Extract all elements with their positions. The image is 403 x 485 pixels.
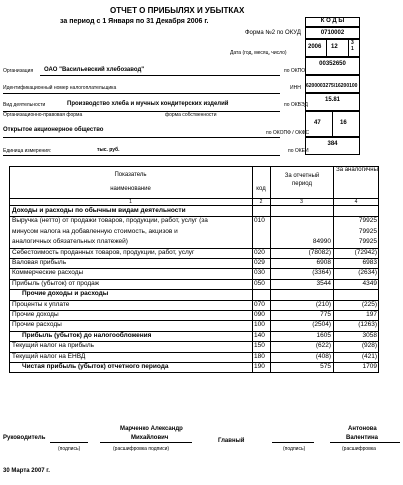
row-current-value: 84990 bbox=[312, 238, 331, 246]
row-current-value: 6908 bbox=[316, 259, 331, 266]
codes-header: К О Д Ы bbox=[320, 18, 345, 24]
row-code: 050 bbox=[254, 279, 265, 287]
row-current-value: 775 bbox=[320, 311, 331, 318]
row-current-value: (622) bbox=[315, 342, 331, 350]
row-prev-value: (928) bbox=[361, 342, 377, 350]
row-name: Прочие доходы bbox=[12, 311, 59, 318]
row-name: Себестоимость проданных товаров, продукции, работ, услуг bbox=[12, 248, 195, 256]
inn-abbr: ИНН bbox=[290, 85, 301, 91]
okud-label: Форма №2 по ОКУД bbox=[245, 30, 301, 36]
okved-value: 15.81 bbox=[324, 97, 340, 103]
row-current-value: 1605 bbox=[316, 331, 331, 339]
chief-decode-caption: (расшифровка bbox=[342, 446, 376, 452]
row-name: Чистая прибыль (убыток) отчетного периода bbox=[22, 363, 169, 370]
row-prev-value: 79925 bbox=[358, 227, 377, 235]
col-num-4: 4 bbox=[354, 199, 358, 205]
row-prev-value: (2634) bbox=[358, 269, 377, 277]
org-value: ОАО "Васильевский хлебозавод" bbox=[44, 67, 145, 73]
row-prev-value: 79925 bbox=[358, 217, 377, 225]
org-label: Организация bbox=[3, 68, 34, 74]
okud-value: 0710002 bbox=[320, 30, 345, 36]
date-month: 12 bbox=[331, 44, 338, 50]
activity-label: Вид деятельности bbox=[3, 102, 46, 108]
row-current-value: 575 bbox=[320, 363, 331, 370]
chief-sign-caption: (подпись) bbox=[283, 446, 306, 452]
okopf-label: по ОКОПФ / ОКФС bbox=[266, 130, 310, 136]
date-year: 2006 bbox=[308, 44, 322, 50]
row-code: 090 bbox=[254, 311, 265, 318]
row-current-value: (210) bbox=[315, 300, 331, 308]
legal-code: 47 bbox=[314, 120, 321, 126]
row-name: Валовая прибыль bbox=[12, 259, 67, 266]
chief-name-2: Валентина bbox=[346, 435, 378, 441]
row-current-value: 3544 bbox=[316, 279, 331, 287]
okved-label: по ОКВЭД bbox=[284, 102, 308, 108]
report-date: 30 Марта 2007 г. bbox=[3, 468, 50, 474]
row-code: 029 bbox=[254, 259, 265, 266]
row-name: Проценты к уплате bbox=[12, 300, 70, 308]
row-code: 100 bbox=[254, 321, 265, 329]
chief-name-1: Антонова bbox=[348, 426, 377, 432]
unit-value: тыс. руб. bbox=[97, 147, 120, 153]
row-code: 150 bbox=[254, 342, 265, 350]
inn-value: 6200003275\16200100 bbox=[306, 83, 358, 89]
row-name: минусом налога на добавленную стоимость, акцизов и bbox=[12, 227, 178, 235]
row-name: аналогичных обязательных платежей) bbox=[12, 238, 128, 246]
legal-label: Организационно-правовая форма bbox=[3, 112, 83, 118]
col-prev: За аналогичны bbox=[336, 167, 378, 173]
col-num-3: 3 bbox=[300, 199, 303, 205]
row-code: 180 bbox=[254, 352, 265, 360]
report-title: ОТЧЕТ О ПРИБЫЛЯХ И УБЫТКАХ bbox=[110, 6, 245, 15]
row-code: 070 bbox=[254, 300, 265, 308]
col-indicator: Показатель bbox=[114, 172, 147, 178]
row-name: Текущий налог на прибыль bbox=[12, 342, 95, 350]
row-name: Доходы и расходы по обычным видам деятельности bbox=[12, 207, 186, 214]
ownership-label: форма собственности bbox=[165, 112, 217, 118]
row-name: Коммерческие расходы bbox=[12, 269, 84, 277]
head-sign-caption: (подпись) bbox=[58, 446, 81, 452]
okei-label: по ОКЕИ bbox=[288, 148, 309, 154]
unit-label: Единица измерения: bbox=[3, 148, 52, 154]
row-prev-value: (225) bbox=[361, 300, 377, 308]
row-prev-value: 6983 bbox=[362, 259, 377, 266]
row-name: Прибыль (убыток) от продаж bbox=[12, 279, 100, 287]
date-day: 3 1 bbox=[351, 40, 354, 52]
head-name-2: Михайлович bbox=[131, 435, 169, 441]
activity-value: Производство хлеба и мучных кондитерских изделий bbox=[67, 101, 229, 107]
col-num-1: 1 bbox=[129, 199, 132, 205]
ownership-code: 16 bbox=[340, 120, 347, 126]
row-current-value: (2504) bbox=[312, 321, 331, 329]
col-code: код bbox=[256, 186, 266, 192]
row-current-value: (3364) bbox=[312, 269, 331, 277]
legal-value: Открытое акционерное общество bbox=[3, 127, 104, 133]
row-current-value: (408) bbox=[315, 352, 331, 360]
row-prev-value: 3058 bbox=[362, 331, 377, 339]
row-code: 010 bbox=[254, 217, 265, 225]
row-prev-value: 197 bbox=[366, 311, 377, 318]
row-current-value: (78082) bbox=[308, 248, 331, 256]
okpo-value: 00352650 bbox=[319, 61, 346, 67]
head-name-1: Марченко Александр bbox=[120, 426, 183, 432]
row-code: 140 bbox=[254, 331, 265, 339]
okei-value: 384 bbox=[327, 141, 338, 147]
report-period: за период с 1 Января по 31 Декабря 2006 г. bbox=[60, 18, 209, 25]
chief-label: Главный bbox=[218, 438, 245, 444]
row-code: 030 bbox=[254, 269, 265, 277]
row-code: 190 bbox=[254, 363, 265, 370]
row-name: Прочие доходы и расходы bbox=[22, 290, 109, 298]
okpo-label: по ОКПО bbox=[284, 68, 306, 74]
row-prev-value: 4349 bbox=[362, 279, 377, 287]
col-current: За отчетный период bbox=[284, 173, 320, 187]
col-num-2: 2 bbox=[259, 199, 263, 205]
row-name: Прочие расходы bbox=[12, 321, 62, 329]
head-decode-caption: (расшифровка подписи) bbox=[113, 446, 170, 452]
row-code: 020 bbox=[254, 248, 265, 256]
row-name: Текущий налог на ЕНВД bbox=[12, 352, 86, 360]
row-prev-value: 79925 bbox=[358, 238, 377, 246]
row-prev-value: (72942) bbox=[354, 248, 377, 256]
inn-label: Идентификационный номер налогоплательщика bbox=[3, 85, 117, 91]
date-label: Дата (год, месяц, число) bbox=[230, 50, 287, 56]
col-name: наименование bbox=[110, 186, 151, 192]
row-prev-value: (1263) bbox=[358, 321, 377, 329]
row-prev-value: (421) bbox=[361, 352, 377, 360]
row-name: Выручка (нетто) от продажи товаров, продукции, работ, услуг (за bbox=[12, 217, 208, 225]
row-name: Прибыль (убыток) до налогообложения bbox=[22, 331, 152, 339]
row-prev-value: 1709 bbox=[362, 363, 377, 370]
head-label: Руководитель bbox=[3, 435, 46, 441]
